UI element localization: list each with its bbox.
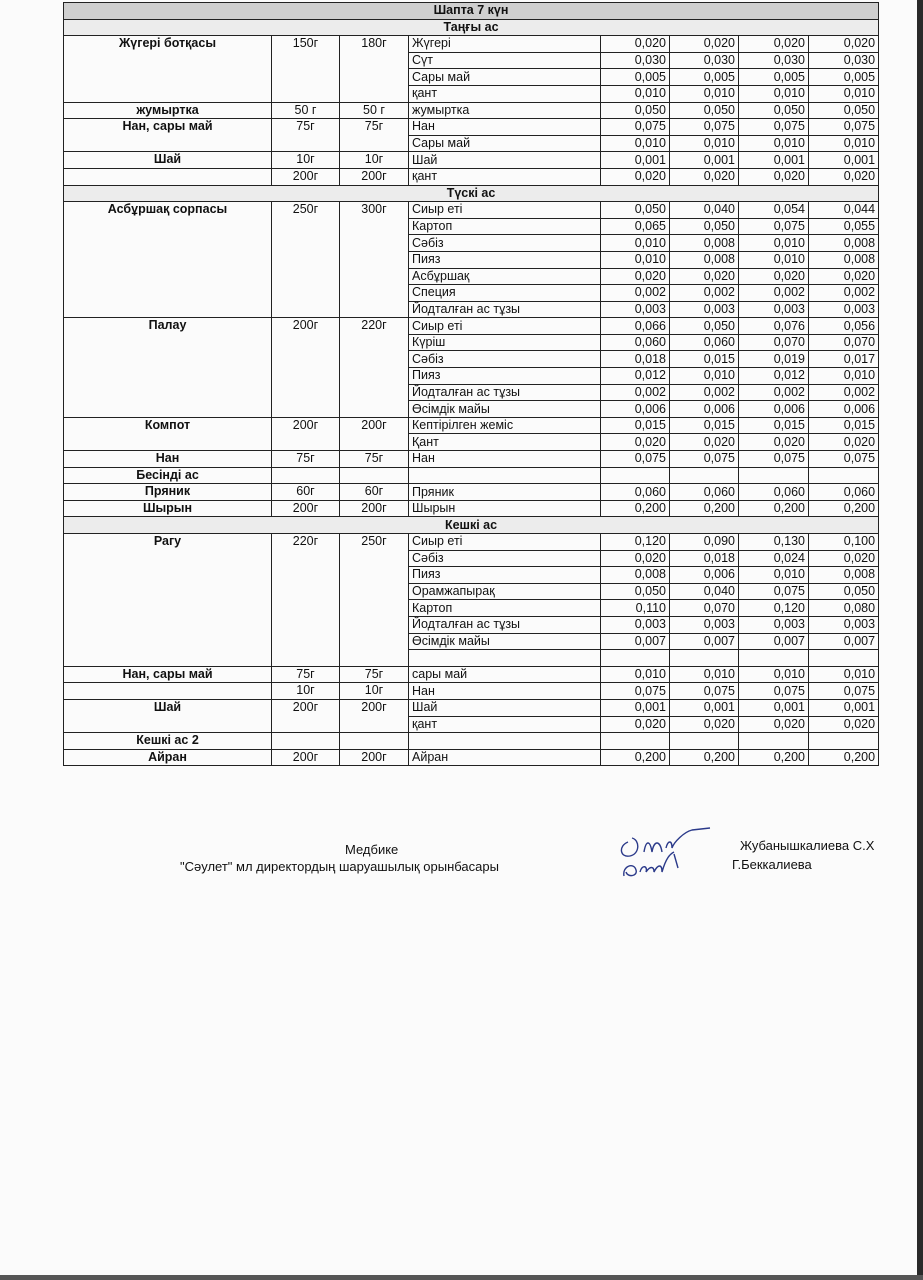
quantity-cell: 0,015 [670, 417, 739, 434]
ingredient-name: сары май [409, 666, 601, 683]
table-row [64, 484, 879, 501]
quantity-cell: 0,050 [601, 202, 670, 219]
quantity-cell: 0,006 [739, 401, 809, 418]
portion-small: 220г [272, 534, 340, 667]
portion-large: 200г [340, 749, 409, 766]
quantity-cell: 0,060 [601, 334, 670, 351]
quantity-cell: 0,015 [601, 417, 670, 434]
quantity-cell: 0,002 [739, 384, 809, 401]
portion-large: 50 г [340, 102, 409, 119]
quantity-cell: 0,075 [739, 583, 809, 600]
portion-small: 75г [272, 666, 340, 683]
ingredient-name: Кептірілген жеміс [409, 417, 601, 434]
quantity-cell: 0,200 [809, 500, 879, 517]
quantity-cell: 0,003 [670, 616, 739, 633]
quantity-cell: 0,044 [809, 202, 879, 219]
ingredient-name: Өсімдік майы [409, 633, 601, 650]
portion-small: 10г [272, 683, 340, 700]
quantity-cell: 0,200 [739, 749, 809, 766]
quantity-cell: 0,010 [601, 235, 670, 252]
empty-cell [670, 467, 739, 484]
quantity-cell: 0,056 [809, 318, 879, 335]
quantity-cell: 0,020 [670, 168, 739, 185]
portion-large: 200г [340, 500, 409, 517]
quantity-cell: 0,020 [601, 168, 670, 185]
table-row [64, 202, 879, 219]
ingredient-name: Пияз [409, 368, 601, 385]
portion-small: 75г [272, 119, 340, 152]
portion-large: 10г [340, 152, 409, 169]
quantity-cell: 0,066 [601, 318, 670, 335]
quantity-cell: 0,020 [601, 268, 670, 285]
quantity-cell: 0,050 [670, 318, 739, 335]
quantity-cell: 0,006 [670, 401, 739, 418]
quantity-cell: 0,003 [601, 616, 670, 633]
empty-cell [272, 467, 340, 484]
quantity-cell: 0,005 [809, 69, 879, 86]
quantity-cell: 0,076 [739, 318, 809, 335]
quantity-cell: 0,010 [739, 666, 809, 683]
quantity-cell: 0,008 [809, 567, 879, 584]
quantity-cell: 0,010 [670, 666, 739, 683]
empty-cell [340, 733, 409, 750]
quantity-cell: 0,075 [809, 119, 879, 136]
ingredient-name: Нан [409, 119, 601, 136]
quantity-cell: 0,020 [809, 268, 879, 285]
ingredient-name: қант [409, 168, 601, 185]
ingredient-name: Нан [409, 451, 601, 468]
quantity-cell: 0,050 [601, 583, 670, 600]
quantity-cell: 0,120 [601, 534, 670, 551]
quantity-cell: 0,030 [809, 52, 879, 69]
quantity-cell: 0,010 [739, 567, 809, 584]
meal-name: Түскі ас [64, 185, 879, 202]
table-row [64, 534, 879, 551]
meal-header-row [64, 19, 879, 36]
meal-name: Кешкі ас 2 [64, 733, 272, 750]
dish-name: Рагу [64, 534, 272, 667]
quantity-cell: 0,003 [601, 301, 670, 318]
quantity-cell: 0,010 [809, 368, 879, 385]
quantity-cell: 0,003 [809, 301, 879, 318]
quantity-cell: 0,070 [670, 600, 739, 617]
quantity-cell: 0,075 [670, 451, 739, 468]
quantity-cell: 0,010 [670, 85, 739, 102]
quantity-cell: 0,050 [601, 102, 670, 119]
quantity-cell: 0,001 [601, 152, 670, 169]
ingredient-name: Йодталған ас тұзы [409, 616, 601, 633]
quantity-cell: 0,002 [601, 285, 670, 302]
table-row [64, 666, 879, 683]
portion-large: 10г [340, 683, 409, 700]
quantity-cell: 0,007 [739, 633, 809, 650]
quantity-cell: 0,075 [739, 218, 809, 235]
quantity-cell: 0,010 [809, 666, 879, 683]
portion-large: 300г [340, 202, 409, 318]
ingredient-name: жумыртка [409, 102, 601, 119]
quantity-cell: 0,001 [601, 699, 670, 716]
quantity-cell: 0,008 [809, 235, 879, 252]
quantity-cell: 0,001 [809, 699, 879, 716]
table-row [64, 451, 879, 468]
quantity-cell: 0,008 [809, 251, 879, 268]
quantity-cell [739, 650, 809, 667]
portion-large: 220г [340, 318, 409, 418]
quantity-cell: 0,065 [601, 218, 670, 235]
quantity-cell: 0,020 [601, 550, 670, 567]
quantity-cell: 0,010 [809, 85, 879, 102]
dish-name: Нан, сары май [64, 119, 272, 152]
quantity-cell: 0,020 [809, 716, 879, 733]
portion-large: 200г [340, 699, 409, 732]
quantity-cell: 0,002 [809, 384, 879, 401]
portion-small: 75г [272, 451, 340, 468]
quantity-cell: 0,020 [601, 716, 670, 733]
portion-small: 200г [272, 168, 340, 185]
quantity-cell: 0,075 [739, 683, 809, 700]
table-row [64, 318, 879, 335]
quantity-cell: 0,075 [670, 119, 739, 136]
quantity-cell: 0,060 [670, 334, 739, 351]
ingredient-name: Пряник [409, 484, 601, 501]
quantity-cell: 0,008 [670, 251, 739, 268]
portion-small: 200г [272, 417, 340, 450]
quantity-cell: 0,075 [739, 451, 809, 468]
portion-large: 200г [340, 168, 409, 185]
dish-name [64, 168, 272, 185]
quantity-cell: 0,080 [809, 600, 879, 617]
dish-name: Жүгері ботқасы [64, 36, 272, 102]
ingredient-name: Нан [409, 683, 601, 700]
meal-header-row [64, 517, 879, 534]
portion-small: 200г [272, 500, 340, 517]
quantity-cell: 0,002 [670, 384, 739, 401]
quantity-cell: 0,020 [739, 36, 809, 53]
quantity-cell: 0,120 [739, 600, 809, 617]
quantity-cell: 0,020 [809, 550, 879, 567]
quantity-cell: 0,075 [601, 451, 670, 468]
ingredient-name: Қант [409, 434, 601, 451]
portion-large: 75г [340, 666, 409, 683]
quantity-cell: 0,005 [739, 69, 809, 86]
quantity-cell: 0,002 [670, 285, 739, 302]
quantity-cell: 0,010 [670, 368, 739, 385]
quantity-cell: 0,006 [601, 401, 670, 418]
quantity-cell: 0,075 [601, 119, 670, 136]
quantity-cell: 0,001 [739, 152, 809, 169]
quantity-cell: 0,070 [739, 334, 809, 351]
quantity-cell: 0,200 [739, 500, 809, 517]
quantity-cell [670, 650, 739, 667]
ingredient-name: Сүт [409, 52, 601, 69]
quantity-cell: 0,030 [670, 52, 739, 69]
quantity-cell: 0,018 [601, 351, 670, 368]
dish-name: Пряник [64, 484, 272, 501]
quantity-cell: 0,008 [601, 567, 670, 584]
empty-cell [809, 467, 879, 484]
dish-name: Палау [64, 318, 272, 418]
quantity-cell: 0,075 [809, 451, 879, 468]
portion-large: 60г [340, 484, 409, 501]
table-row [64, 699, 879, 716]
ingredient-name: қант [409, 85, 601, 102]
quantity-cell: 0,200 [809, 749, 879, 766]
quantity-cell: 0,040 [670, 583, 739, 600]
quantity-cell: 0,015 [670, 351, 739, 368]
quantity-cell: 0,020 [739, 716, 809, 733]
empty-cell [601, 733, 670, 750]
ingredient-name: Сиыр еті [409, 202, 601, 219]
quantity-cell: 0,001 [670, 152, 739, 169]
ingredient-name: Асбұршақ [409, 268, 601, 285]
portion-large: 200г [340, 417, 409, 450]
title-row [64, 3, 879, 20]
quantity-cell: 0,040 [670, 202, 739, 219]
quantity-cell: 0,075 [601, 683, 670, 700]
quantity-cell: 0,010 [601, 251, 670, 268]
quantity-cell [809, 650, 879, 667]
portion-large: 75г [340, 451, 409, 468]
quantity-cell: 0,020 [739, 168, 809, 185]
ingredient-name: Пияз [409, 567, 601, 584]
empty-cell [340, 467, 409, 484]
meal-row [64, 467, 879, 484]
quantity-cell: 0,010 [670, 135, 739, 152]
ingredient-name: Орамжапырақ [409, 583, 601, 600]
quantity-cell: 0,020 [670, 36, 739, 53]
quantity-cell: 0,075 [670, 683, 739, 700]
quantity-cell: 0,001 [809, 152, 879, 169]
ingredient-name [409, 650, 601, 667]
ingredient-name: Сәбіз [409, 351, 601, 368]
table-row [64, 683, 879, 700]
dish-name: Шырын [64, 500, 272, 517]
dish-name: Компот [64, 417, 272, 450]
ingredient-name: Шай [409, 152, 601, 169]
quantity-cell: 0,090 [670, 534, 739, 551]
table-row [64, 119, 879, 136]
quantity-cell: 0,015 [739, 417, 809, 434]
portion-large: 75г [340, 119, 409, 152]
quantity-cell: 0,200 [601, 749, 670, 766]
nurse-label: Медбике [345, 842, 399, 857]
quantity-cell: 0,130 [739, 534, 809, 551]
quantity-cell: 0,050 [670, 218, 739, 235]
quantity-cell: 0,060 [670, 484, 739, 501]
quantity-cell: 0,002 [739, 285, 809, 302]
portion-small: 250г [272, 202, 340, 318]
quantity-cell: 0,020 [809, 36, 879, 53]
ingredient-name: Картоп [409, 218, 601, 235]
ingredient-name: қант [409, 716, 601, 733]
quantity-cell: 0,075 [809, 683, 879, 700]
empty-cell [739, 467, 809, 484]
dish-name: Айран [64, 749, 272, 766]
quantity-cell: 0,110 [601, 600, 670, 617]
empty-cell [739, 733, 809, 750]
table-row [64, 500, 879, 517]
quantity-cell: 0,050 [739, 102, 809, 119]
quantity-cell: 0,020 [739, 434, 809, 451]
quantity-cell: 0,007 [670, 633, 739, 650]
meal-header-row [64, 185, 879, 202]
empty-cell [409, 467, 601, 484]
empty-cell [601, 467, 670, 484]
ingredient-name: Айран [409, 749, 601, 766]
quantity-cell [601, 650, 670, 667]
quantity-cell: 0,020 [670, 268, 739, 285]
ingredient-name: Картоп [409, 600, 601, 617]
quantity-cell: 0,010 [601, 135, 670, 152]
quantity-cell: 0,003 [739, 301, 809, 318]
quantity-cell: 0,024 [739, 550, 809, 567]
ingredient-name: Йодталған ас тұзы [409, 384, 601, 401]
quantity-cell: 0,200 [670, 749, 739, 766]
quantity-cell: 0,075 [739, 119, 809, 136]
quantity-cell: 0,017 [809, 351, 879, 368]
quantity-cell: 0,200 [601, 500, 670, 517]
portion-small: 200г [272, 749, 340, 766]
quantity-cell: 0,002 [809, 285, 879, 302]
table-title: Шапта 7 күн [64, 3, 879, 20]
quantity-cell: 0,020 [670, 716, 739, 733]
quantity-cell: 0,060 [739, 484, 809, 501]
quantity-cell: 0,010 [739, 235, 809, 252]
meal-name: Таңғы ас [64, 19, 879, 36]
quantity-cell: 0,015 [809, 417, 879, 434]
dish-name: Шай [64, 152, 272, 169]
ingredient-name: Йодталған ас тұзы [409, 301, 601, 318]
quantity-cell: 0,020 [739, 268, 809, 285]
quantity-cell: 0,020 [670, 434, 739, 451]
portion-small: 10г [272, 152, 340, 169]
quantity-cell: 0,002 [601, 384, 670, 401]
meal-row [64, 733, 879, 750]
nurse-name: Жубанышкалиева С.Х [740, 838, 875, 853]
quantity-cell: 0,020 [601, 36, 670, 53]
quantity-cell: 0,100 [809, 534, 879, 551]
table-row [64, 102, 879, 119]
table-row [64, 152, 879, 169]
table-row [64, 36, 879, 53]
meal-name: Бесінді ас [64, 467, 272, 484]
portion-small: 60г [272, 484, 340, 501]
quantity-cell: 0,030 [601, 52, 670, 69]
scan-edge-shadow [917, 0, 923, 1280]
quantity-cell: 0,008 [670, 235, 739, 252]
quantity-cell: 0,010 [739, 135, 809, 152]
portion-large: 180г [340, 36, 409, 102]
quantity-cell: 0,050 [670, 102, 739, 119]
quantity-cell: 0,010 [601, 666, 670, 683]
quantity-cell: 0,018 [670, 550, 739, 567]
deputy-name: Г.Беккалиева [732, 857, 812, 872]
quantity-cell: 0,055 [809, 218, 879, 235]
quantity-cell: 0,019 [739, 351, 809, 368]
quantity-cell: 0,050 [809, 583, 879, 600]
quantity-cell: 0,007 [809, 633, 879, 650]
portion-small: 200г [272, 318, 340, 418]
quantity-cell: 0,200 [670, 500, 739, 517]
dish-name: Шай [64, 699, 272, 732]
quantity-cell: 0,010 [601, 85, 670, 102]
quantity-cell: 0,070 [809, 334, 879, 351]
quantity-cell: 0,020 [601, 434, 670, 451]
portion-small: 150г [272, 36, 340, 102]
quantity-cell: 0,012 [601, 368, 670, 385]
quantity-cell: 0,001 [670, 699, 739, 716]
ingredient-name: Сары май [409, 69, 601, 86]
quantity-cell: 0,010 [739, 85, 809, 102]
quantity-cell: 0,003 [739, 616, 809, 633]
ingredient-name: Шырын [409, 500, 601, 517]
quantity-cell: 0,001 [739, 699, 809, 716]
deputy-director-label: "Сәулет" мл директордың шаруашылық орынбасары [180, 859, 499, 874]
quantity-cell: 0,054 [739, 202, 809, 219]
empty-cell [409, 733, 601, 750]
quantity-cell: 0,006 [809, 401, 879, 418]
ingredient-name: Специя [409, 285, 601, 302]
ingredient-name: Жүгері [409, 36, 601, 53]
quantity-cell: 0,003 [670, 301, 739, 318]
quantity-cell: 0,005 [670, 69, 739, 86]
quantity-cell: 0,007 [601, 633, 670, 650]
empty-cell [272, 733, 340, 750]
portion-large: 250г [340, 534, 409, 667]
dish-name: жумыртка [64, 102, 272, 119]
quantity-cell: 0,020 [809, 168, 879, 185]
ingredient-name: Шай [409, 699, 601, 716]
scan-bottom-edge [0, 1275, 923, 1280]
quantity-cell: 0,050 [809, 102, 879, 119]
ingredient-name: Сары май [409, 135, 601, 152]
ingredient-name: Сәбіз [409, 235, 601, 252]
table-row [64, 749, 879, 766]
ingredient-name: Пияз [409, 251, 601, 268]
ingredient-name: Күріш [409, 334, 601, 351]
quantity-cell: 0,012 [739, 368, 809, 385]
signature-image [614, 818, 724, 884]
menu-table-body [64, 3, 879, 766]
empty-cell [670, 733, 739, 750]
table-row [64, 417, 879, 434]
empty-cell [809, 733, 879, 750]
portion-small: 200г [272, 699, 340, 732]
ingredient-name: Өсімдік майы [409, 401, 601, 418]
quantity-cell: 0,005 [601, 69, 670, 86]
dish-name [64, 683, 272, 700]
quantity-cell: 0,010 [739, 251, 809, 268]
quantity-cell: 0,030 [739, 52, 809, 69]
quantity-cell: 0,020 [809, 434, 879, 451]
ingredient-name: Сиыр еті [409, 318, 601, 335]
meal-name: Кешкі ас [64, 517, 879, 534]
quantity-cell: 0,003 [809, 616, 879, 633]
dish-name: Нан, сары май [64, 666, 272, 683]
dish-name: Асбұршақ сорпасы [64, 202, 272, 318]
quantity-cell: 0,060 [809, 484, 879, 501]
dish-name: Нан [64, 451, 272, 468]
quantity-cell: 0,060 [601, 484, 670, 501]
quantity-cell: 0,010 [809, 135, 879, 152]
quantity-cell: 0,006 [670, 567, 739, 584]
menu-table [63, 2, 879, 766]
table-row [64, 168, 879, 185]
portion-small: 50 г [272, 102, 340, 119]
ingredient-name: Сиыр еті [409, 534, 601, 551]
ingredient-name: Сәбіз [409, 550, 601, 567]
